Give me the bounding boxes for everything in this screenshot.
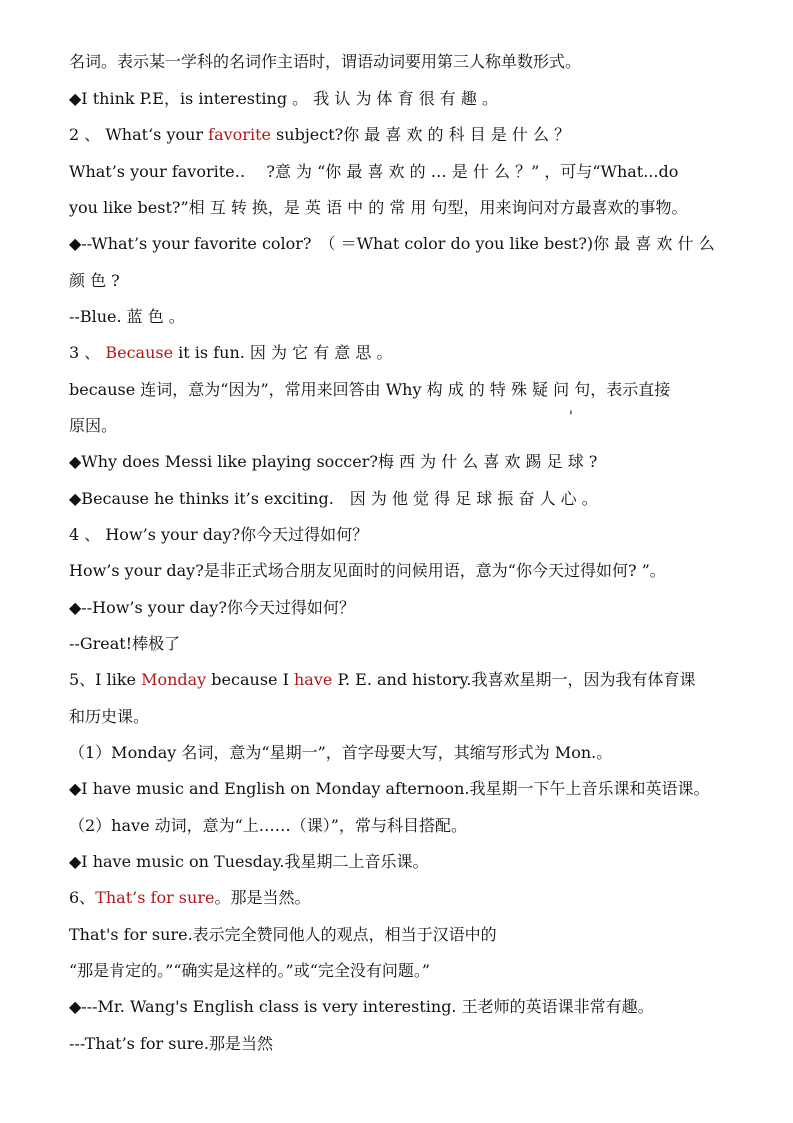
text-line — [69, 815, 467, 837]
text-segment: --Great!棒极了 — [69, 634, 181, 653]
text-segment: subject?你 最 喜 欢 的 科 目 是 什 么 ？ — [270, 125, 571, 144]
text-segment: you like best?”相 互 转 换，是 英 语 中 的 常 用 句型，用来询问对方最喜欢的事物。 — [69, 198, 688, 217]
highlighted-term: have — [294, 670, 333, 689]
text-segment: 颜 色 ? — [69, 271, 120, 290]
text-segment: ◆---Mr. Wang's English class is very interesting. 王老师的英语课非常有趣。 — [69, 997, 654, 1016]
text-line — [69, 1033, 273, 1055]
highlighted-term: Because — [105, 343, 174, 362]
text-line — [69, 742, 612, 764]
text-line — [69, 161, 678, 183]
text-segment: That's for sure.表示完全赞同他人的观点，相当于汉语中的 — [69, 925, 497, 944]
text-line — [69, 51, 581, 73]
text-line — [69, 88, 498, 110]
text-segment: it is fun. 因 为 它 有 意 思 。 — [173, 343, 393, 362]
stray-mark: ' — [569, 409, 573, 425]
highlighted-term: That’s for sure — [95, 888, 215, 907]
text-line — [69, 197, 688, 219]
text-line — [69, 996, 654, 1018]
text-segment: （2）have 动词，意为“上……（课）”，常与科目搭配。 — [69, 816, 467, 835]
heading-line — [69, 669, 696, 691]
text-line — [69, 415, 117, 437]
text-segment: because I — [206, 670, 294, 689]
text-line — [69, 778, 709, 800]
text-segment: 5、I like — [69, 670, 142, 689]
text-line — [69, 706, 149, 728]
text-line — [69, 451, 597, 473]
text-segment: ◆I have music and English on Monday afternoon.我星期一下午上音乐课和英语课。 — [69, 779, 710, 798]
text-line — [69, 306, 185, 328]
text-segment: （1）Monday 名词，意为“星期一”，首字母要大写，其缩写形式为 Mon.。 — [69, 743, 613, 762]
text-segment: 3 、 — [69, 343, 106, 362]
text-line — [69, 233, 715, 255]
text-segment: --Blue. 蓝 色 。 — [69, 307, 185, 326]
text-segment: “那是肯定的。”“确实是这样的。”或“完全没有问题。” — [69, 961, 431, 980]
text-segment: 4 、 How’s your day?你今天过得如何？ — [69, 525, 369, 544]
text-segment: 。那是当然。 — [214, 888, 311, 907]
text-segment: 名词。表示某一学科的名词作主语时，谓语动词要用第三人称单数形式。 — [69, 52, 582, 71]
text-segment: ◆Why does Messi like playing soccer?梅 西 为 什 么 喜 欢 踢 足 球 ? — [69, 452, 598, 471]
text-line — [69, 270, 120, 292]
text-line — [69, 851, 428, 873]
text-line — [69, 560, 666, 582]
text-segment: because 连词，意为“因为”，常用来回答由 Why 构 成 的 特 殊 疑 问 句，表示直接 — [69, 380, 671, 399]
text-segment: ◆Because he thinks it’s exciting. 因 为 他 觉 得 足 球 振 奋 人 心 。 — [69, 489, 598, 508]
text-segment: ◆I have music on Tuesday.我星期二上音乐课。 — [69, 852, 429, 871]
highlighted-term: Monday — [141, 670, 207, 689]
text-segment: ---That’s for sure.那是当然 — [69, 1034, 273, 1053]
text-segment: 和历史课。 — [69, 707, 150, 726]
text-segment: 原因。 — [69, 416, 118, 435]
heading-line — [69, 124, 570, 146]
text-segment: P. E. and history.我喜欢星期一，因为我有体育课 — [332, 670, 696, 689]
text-line — [69, 379, 670, 401]
text-segment: ◆I think P.E，is interesting 。 我 认 为 体 育 很 有 趣 。 — [69, 89, 498, 108]
text-line — [69, 633, 180, 655]
heading-line — [69, 342, 392, 364]
text-segment: 2 、 What‘s your — [69, 125, 209, 144]
text-segment: 6、 — [69, 888, 96, 907]
highlighted-term: favorite — [208, 125, 271, 144]
text-segment: ◆--How’s your day?你今天过得如何？ — [69, 598, 355, 617]
text-line — [69, 488, 598, 510]
text-line — [69, 597, 355, 619]
heading-line — [69, 524, 368, 546]
text-segment: What’s your favorite‥ ?意 为 “你 最 喜 欢 的 … 是 什 么 ？” ，可与“What...do — [69, 162, 679, 181]
text-line — [69, 924, 497, 946]
text-line — [69, 960, 430, 982]
text-segment: How’s your day?是非正式场合朋友见面时的问候用语，意为“你今天过得如何? ”。 — [69, 561, 666, 580]
heading-line — [69, 887, 310, 909]
text-segment: ◆--What’s your favorite color? （ ＝What color do you like best?)你 最 喜 欢 什 么 — [69, 234, 715, 253]
